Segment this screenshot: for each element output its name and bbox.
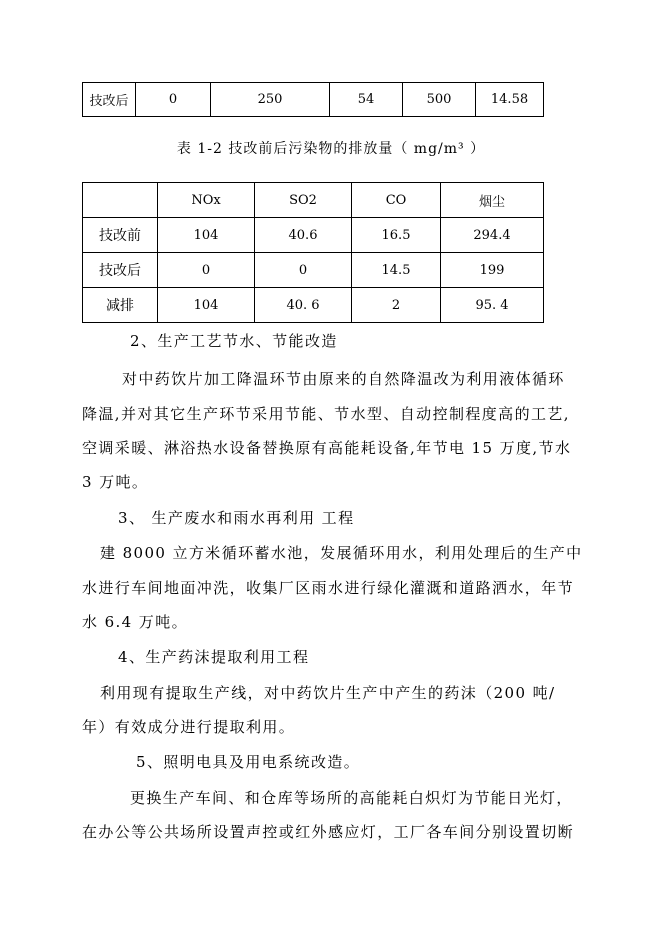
table-row: [83, 218, 544, 253]
table-caption: 表 1-2 技改前后污染物的排放量（ mg/m³ ）: [176, 141, 486, 157]
table-header-cell: [83, 183, 158, 218]
section-heading-4: 4、生产药沫提取利用工程: [118, 648, 310, 666]
body-text-line: 更换生产车间、和仓库等场所的高能耗白炽灯为节能日光灯，: [130, 789, 573, 807]
table-cell: 0: [255, 253, 352, 288]
table-cell: 250: [211, 83, 330, 117]
table-row: [83, 253, 544, 288]
body-text-line: 利用现有提取生产线，对中药饮片生产中产生的药沫（200 吨/: [100, 684, 556, 702]
table-header-row: [83, 183, 544, 218]
table-cell: 16.5: [352, 218, 441, 253]
table-cell: 2: [352, 288, 441, 323]
table-cell: 技改后: [83, 83, 136, 117]
table-cell: 54: [330, 83, 403, 117]
table-cell: 500: [403, 83, 476, 117]
body-text-line: 3 万吨。: [82, 473, 149, 491]
table-row-header: 技改前: [83, 218, 158, 253]
body-text-line: 降温,并对其它生产环节采用节能、节水型、自动控制程度高的工艺,: [82, 405, 570, 423]
body-text-line: 对中药饮片加工降温环节由原来的自然降温改为利用液体循环: [122, 370, 565, 388]
table-cell: 40. 6: [255, 288, 352, 323]
body-text-line: 水 6.4 万吨。: [82, 613, 188, 631]
table-row-header: 技改后: [83, 253, 158, 288]
table-cell: 104: [158, 218, 255, 253]
table-cell: 14.58: [476, 83, 544, 117]
table-header-cell: SO2: [255, 183, 352, 218]
emission-table-continued: [82, 82, 544, 117]
body-text-line: 年）有效成分进行提取利用。: [82, 718, 296, 736]
table-header-cell: NOx: [158, 183, 255, 218]
body-text-line: 空调采暖、淋浴热水设备替换原有高能耗设备,年节电 15 万度,节水: [82, 439, 572, 457]
table-cell: 0: [136, 83, 211, 117]
emission-comparison-table: [82, 182, 544, 323]
table-cell: 199: [441, 253, 544, 288]
body-text-line: 建 8000 立方米循环蓄水池，发展循环用水，利用处理后的生产中: [100, 544, 583, 562]
table-header-cell: 烟尘: [441, 183, 544, 218]
table-cell: 294.4: [441, 218, 544, 253]
table-row-header: 减排: [83, 288, 158, 323]
table-cell: 95. 4: [441, 288, 544, 323]
body-text-line: 水进行车间地面冲洗，收集厂区雨水进行绿化灌溉和道路洒水，年节: [82, 579, 575, 597]
body-text-line: 在办公等公共场所设置声控或红外感应灯，工厂各车间分别设置切断: [82, 823, 575, 841]
table-row: [83, 83, 544, 117]
table-cell: 40.6: [255, 218, 352, 253]
section-heading-2: 2、生产工艺节水、节能改造: [130, 332, 338, 350]
table-header-cell: CO: [352, 183, 441, 218]
table-cell: 14.5: [352, 253, 441, 288]
table-cell: 104: [158, 288, 255, 323]
section-heading-3: 3、 生产废水和雨水再利用 工程: [118, 509, 355, 527]
table-row: [83, 288, 544, 323]
table-cell: 0: [158, 253, 255, 288]
section-heading-5: 5、照明电具及用电系统改造。: [136, 753, 361, 771]
